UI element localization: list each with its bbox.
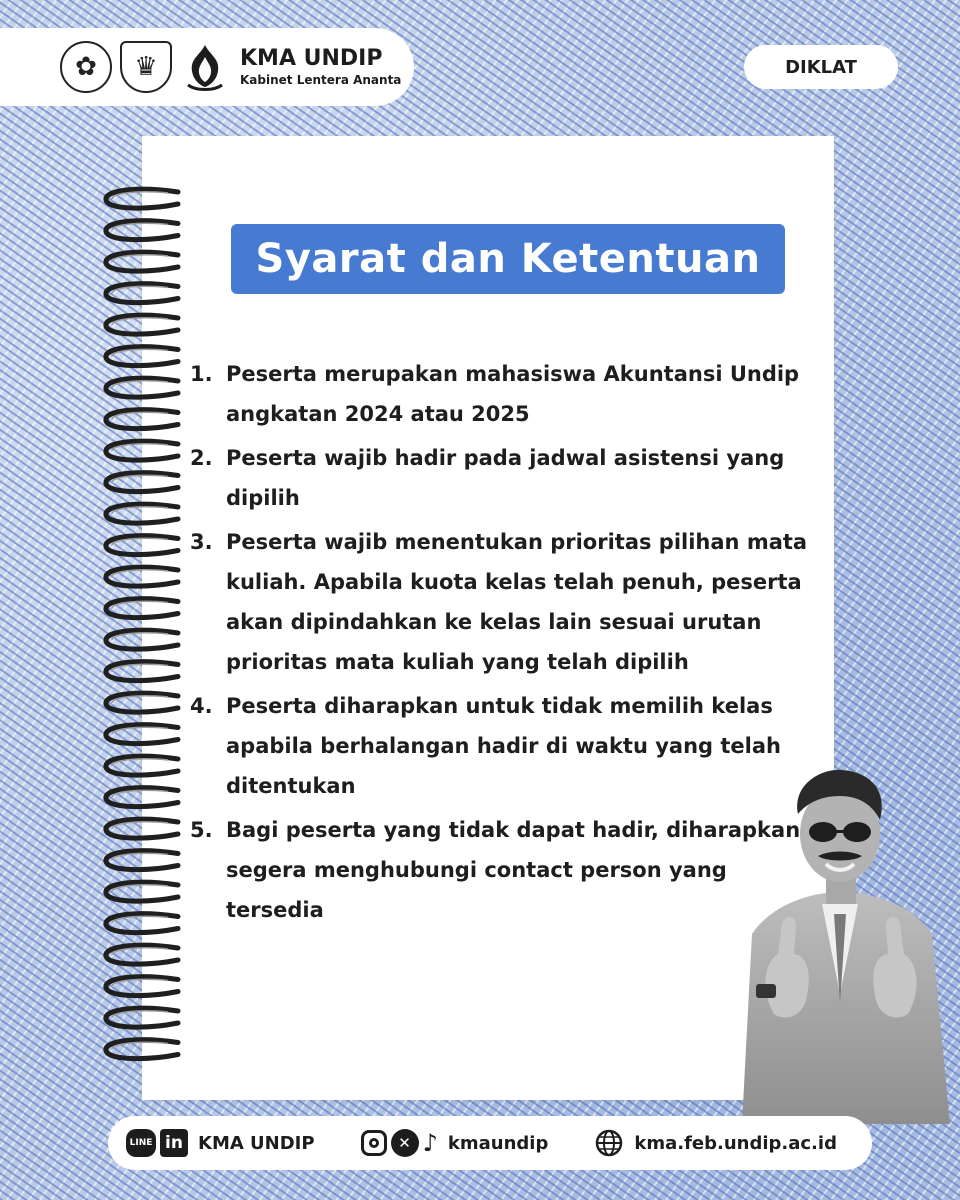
spiral-ring [106, 567, 178, 586]
footer-bar [108, 1116, 872, 1170]
line-icon[interactable]: LINE [126, 1129, 156, 1157]
footer-website-group [594, 1128, 837, 1158]
notebook-spiral-binding [98, 182, 188, 1062]
rule-number: 2. [190, 446, 213, 470]
instagram-icon[interactable] [361, 1130, 387, 1156]
spiral-ring [106, 315, 178, 334]
spiral-ring [106, 221, 178, 240]
spiral-ring [106, 725, 178, 744]
thumbs-up-person-illustration [722, 764, 960, 1124]
spiral-ring [106, 284, 178, 303]
category-badge: DIKLAT [744, 45, 898, 89]
spiral-ring [106, 788, 178, 807]
brand-block [240, 46, 401, 88]
rule-text: Peserta wajib menentukan prioritas pilihan mata kuliah. Apabila kuota kelas telah penuh, peserta akan dipindahkan ke kelas lain sesuai urutan prioritas mata kuliah yang telah dipilih [226, 530, 808, 674]
hmj-akuntansi-seal-icon: ✿ [60, 41, 112, 93]
globe-icon[interactable] [594, 1128, 624, 1158]
footer-org-group [126, 1129, 315, 1157]
spiral-ring [106, 347, 178, 366]
spiral-ring [106, 1008, 178, 1027]
spiral-ring [106, 630, 178, 649]
spiral-ring [106, 473, 178, 492]
spiral-ring [106, 882, 178, 901]
rule-text: Peserta wajib hadir pada jadwal asistensi yang dipilih [226, 446, 785, 510]
footer-website[interactable]: kma.feb.undip.ac.id [634, 1132, 837, 1154]
footer-social-group [361, 1129, 549, 1157]
spiral-ring [106, 851, 178, 870]
spiral-ring [106, 914, 178, 933]
spiral-ring [106, 378, 178, 397]
footer-social-handle: kmaundip [447, 1132, 549, 1154]
flame-logo-icon [180, 41, 230, 93]
rule-text: Peserta merupakan mahasiswa Akuntansi Undip angkatan 2024 atau 2025 [226, 362, 800, 426]
tiktok-icon[interactable]: ♪ [422, 1129, 438, 1157]
spiral-ring [106, 819, 178, 838]
spiral-ring [106, 441, 178, 460]
rule-text: Bagi peserta yang tidak dapat hadir, diharapkan segera menghubungi contact person yang tersedia [226, 818, 801, 922]
spiral-ring [106, 1040, 178, 1059]
rule-item-3 [190, 522, 830, 682]
brand-name: KMA UNDIP [240, 46, 383, 71]
spiral-ring [106, 662, 178, 681]
rule-item-1 [190, 354, 830, 434]
spiral-ring [106, 189, 178, 208]
rule-item-2 [190, 438, 830, 518]
spiral-ring [106, 410, 178, 429]
rule-number: 1. [190, 362, 213, 386]
undip-seal-icon: ♛ [120, 41, 172, 93]
spiral-ring [106, 756, 178, 775]
linkedin-icon[interactable]: in [160, 1129, 188, 1157]
header-logo-bar [0, 28, 414, 106]
spiral-ring [106, 693, 178, 712]
spiral-ring [106, 252, 178, 271]
rule-number: 3. [190, 530, 213, 554]
rule-number: 5. [190, 818, 213, 842]
spiral-ring [106, 945, 178, 964]
rule-text: Peserta diharapkan untuk tidak memilih kelas apabila berhalangan hadir di waktu yang telah ditentukan [226, 694, 781, 798]
spiral-ring [106, 977, 178, 996]
rule-number: 4. [190, 694, 213, 718]
x-icon[interactable]: ✕ [391, 1129, 419, 1157]
spiral-ring [106, 504, 178, 523]
brand-subtitle: Kabinet Lentera Ananta [240, 73, 402, 87]
footer-org-label: KMA UNDIP [198, 1132, 315, 1154]
spiral-ring [106, 599, 178, 618]
page-title: Syarat dan Ketentuan [231, 224, 785, 294]
spiral-ring [106, 536, 178, 555]
